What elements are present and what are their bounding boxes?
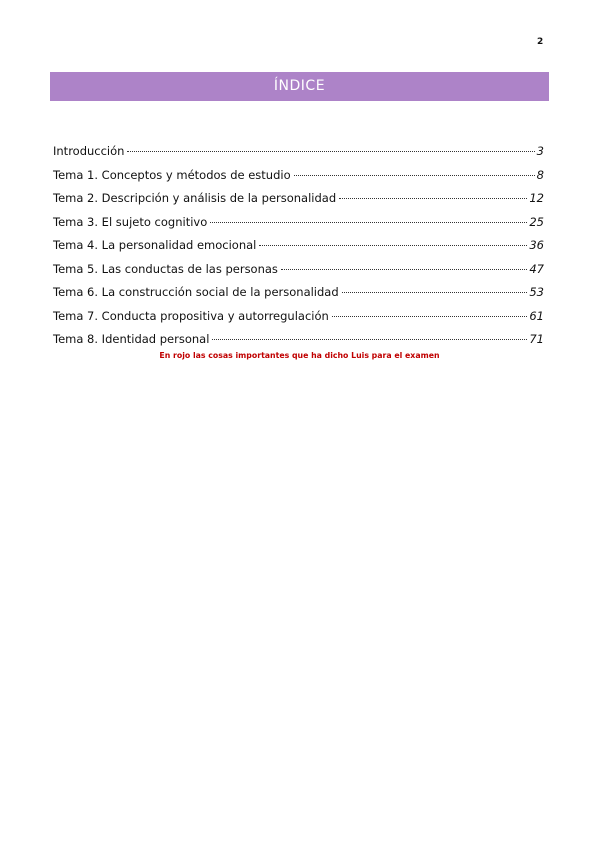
toc-dot-leader bbox=[259, 244, 527, 246]
toc-entry-title: Tema 1. Conceptos y métodos de estudio bbox=[53, 167, 291, 182]
toc-entry-page: 25 bbox=[529, 214, 544, 229]
toc-entry-introduccion[interactable] bbox=[53, 140, 544, 164]
index-title-banner: ÍNDICE bbox=[50, 72, 549, 101]
toc-dot-leader bbox=[339, 197, 527, 199]
toc-entry-page: 53 bbox=[529, 285, 544, 299]
toc-entry-page: 36 bbox=[529, 238, 544, 252]
toc-entry-tema-8[interactable] bbox=[53, 328, 544, 352]
toc-entry-tema-6[interactable] bbox=[53, 281, 544, 305]
toc-entry-page: 47 bbox=[529, 261, 544, 276]
toc-entry-page: 3 bbox=[536, 144, 544, 158]
toc-dot-leader bbox=[210, 221, 527, 223]
toc-entry-title: Tema 5. Las conductas de las personas bbox=[53, 261, 278, 276]
toc-entry-title: Tema 3. El sujeto cognitivo bbox=[53, 214, 208, 229]
page-number: 2 bbox=[537, 37, 544, 47]
toc-entry-page: 12 bbox=[529, 191, 544, 205]
toc-dot-leader bbox=[342, 291, 528, 293]
toc-dot-leader bbox=[332, 315, 528, 317]
toc-entry-tema-3[interactable] bbox=[53, 211, 544, 235]
toc-entry-title: Tema 2. Descripción y análisis de la personalidad bbox=[53, 191, 337, 205]
toc-entry-title: Tema 7. Conducta propositiva y autorregulación bbox=[53, 308, 329, 323]
toc-dot-leader bbox=[212, 338, 527, 340]
toc-entry-title: Introducción bbox=[53, 144, 125, 158]
toc-entry-tema-4[interactable] bbox=[53, 234, 544, 258]
toc-entry-title: Tema 4. La personalidad emocional bbox=[53, 238, 257, 252]
toc-entry-tema-2[interactable] bbox=[53, 187, 544, 211]
toc-entry-title: Tema 6. La construcción social de la personalidad bbox=[53, 285, 339, 299]
toc-entry-tema-7[interactable] bbox=[53, 305, 544, 329]
table-of-contents bbox=[53, 140, 544, 352]
toc-entry-tema-1[interactable] bbox=[53, 164, 544, 188]
toc-dot-leader bbox=[281, 268, 527, 270]
toc-entry-page: 8 bbox=[536, 167, 544, 182]
exam-note: En rojo las cosas importantes que ha dicho Luis para el examen bbox=[159, 351, 440, 360]
toc-dot-leader bbox=[294, 174, 535, 176]
toc-entry-tema-5[interactable] bbox=[53, 258, 544, 282]
toc-entry-title: Tema 8. Identidad personal bbox=[53, 332, 210, 346]
toc-entry-page: 61 bbox=[529, 308, 544, 323]
toc-dot-leader bbox=[127, 150, 534, 152]
toc-entry-page: 71 bbox=[529, 332, 544, 346]
